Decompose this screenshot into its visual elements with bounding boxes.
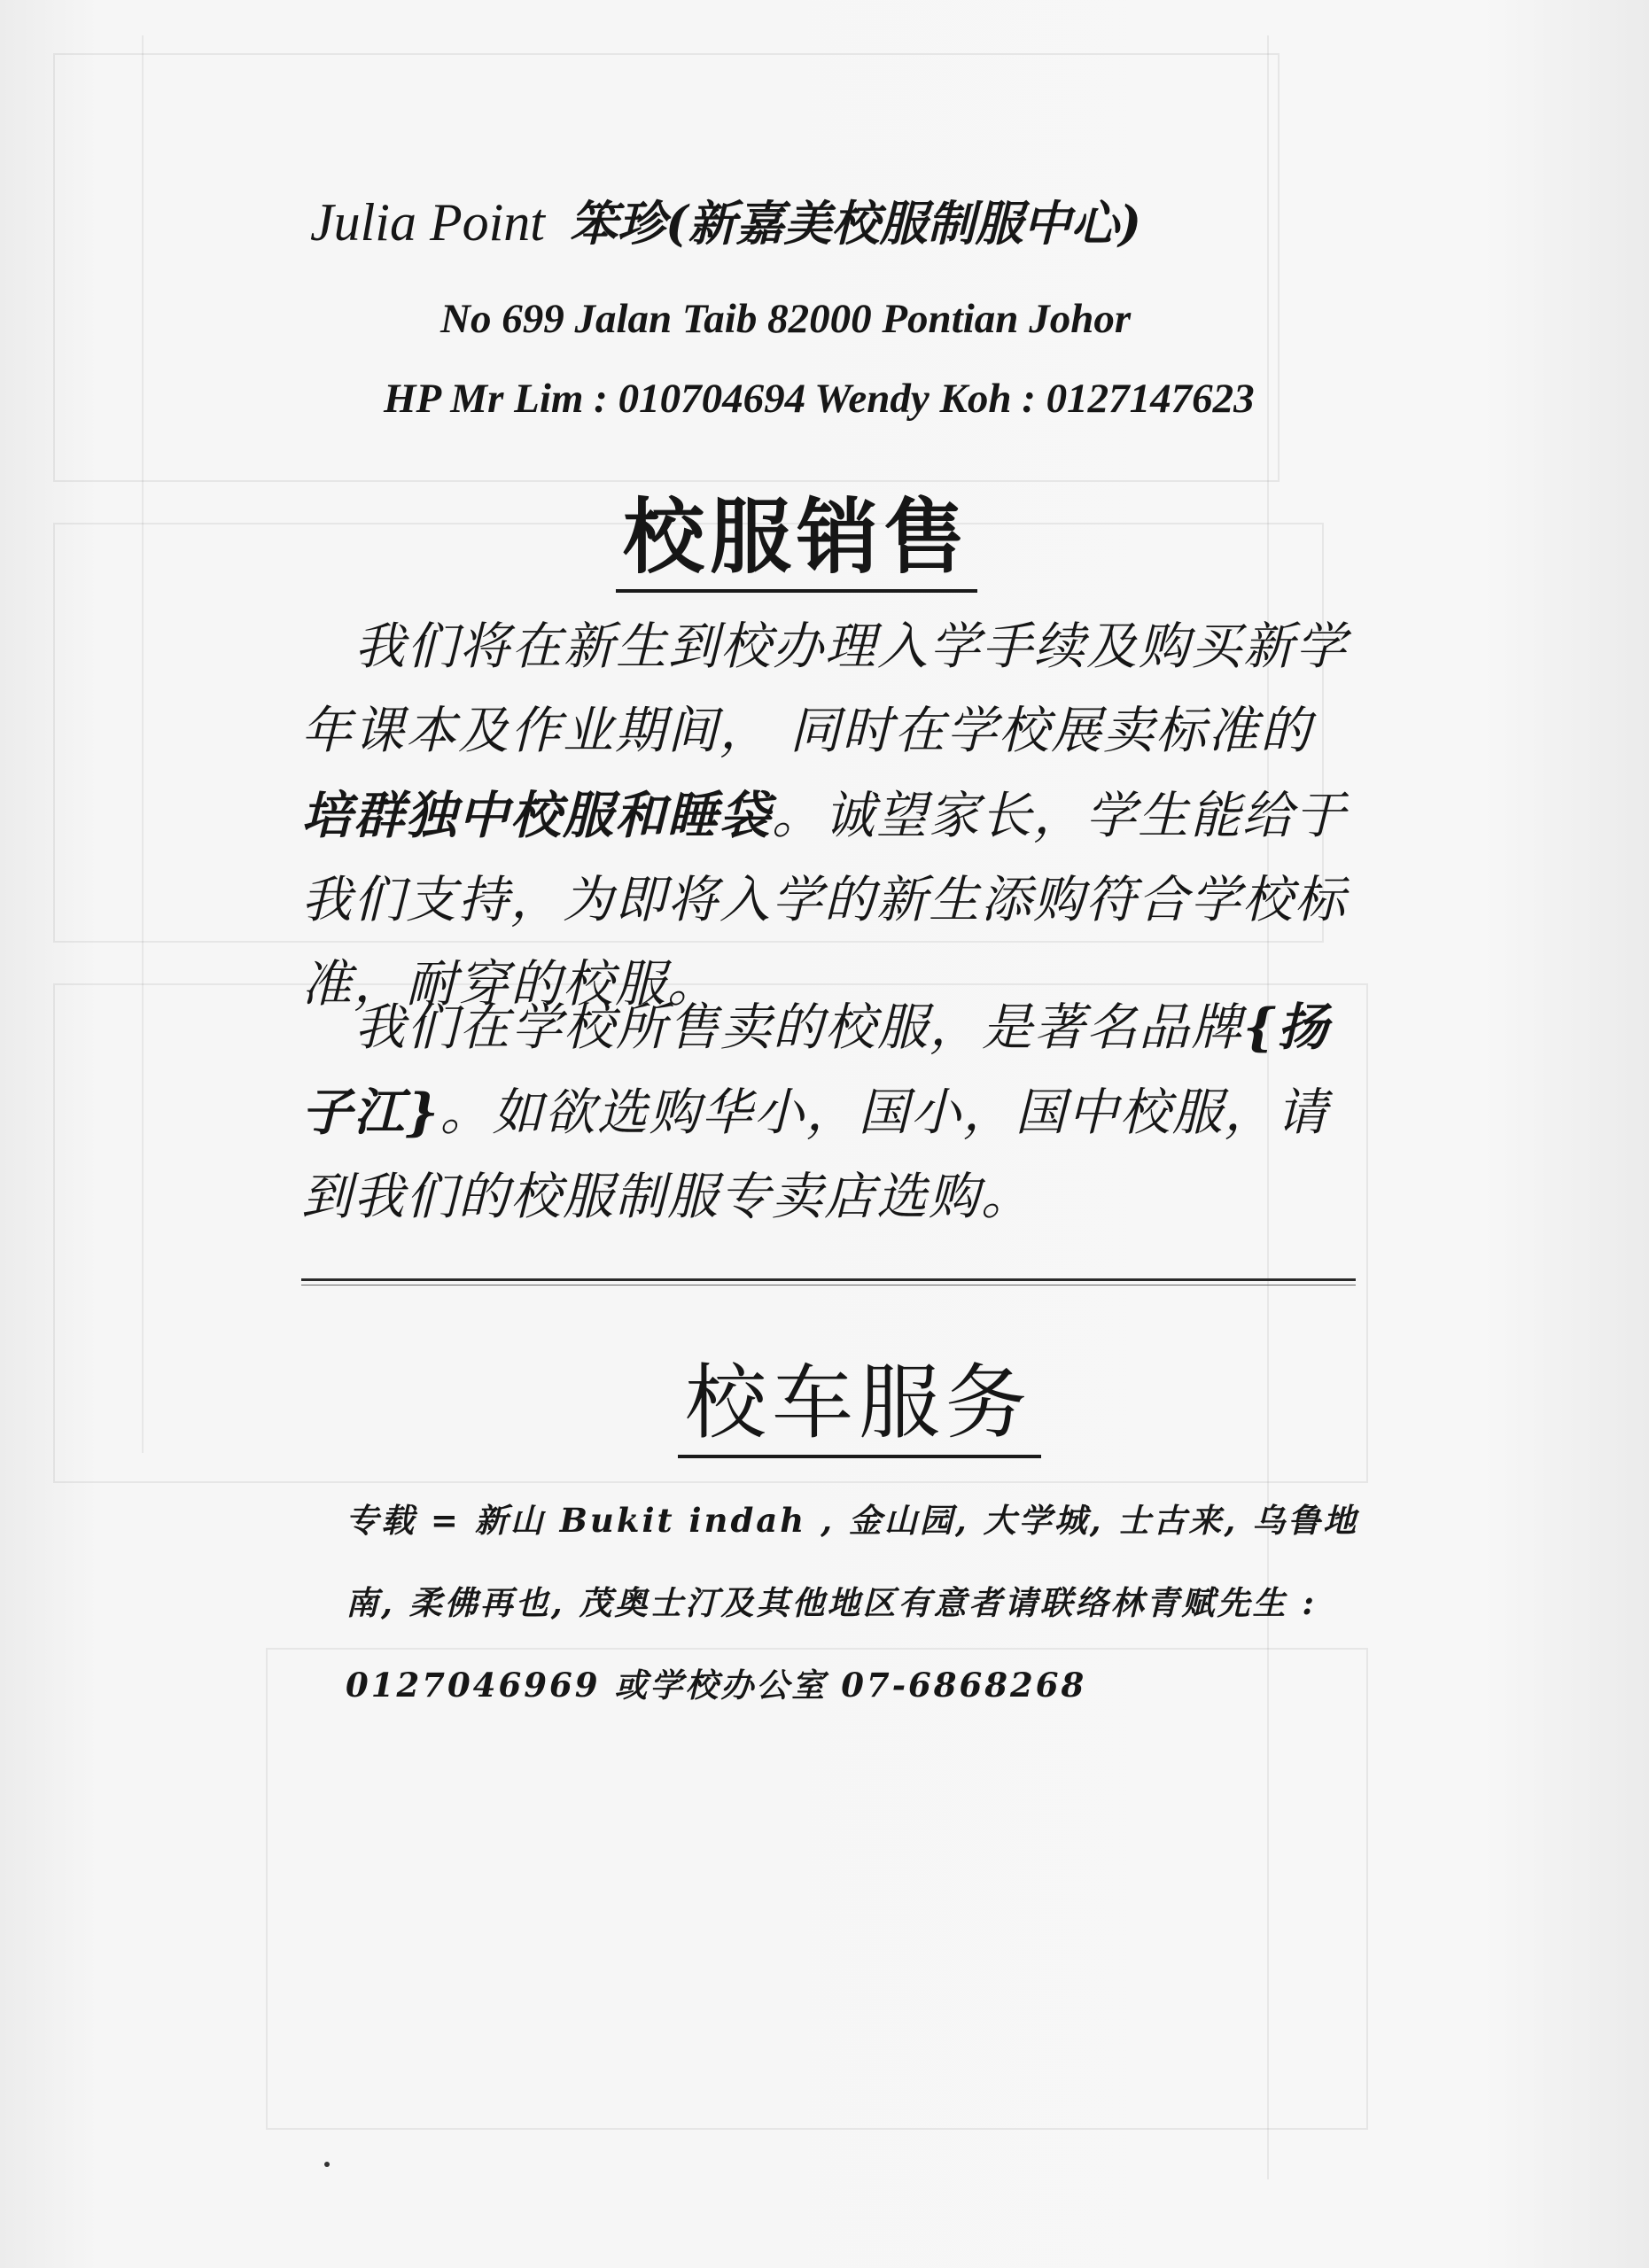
uniform-para1-text-a: 我们将在新生到校办理入学手续及购买新学年课本及作业期间， 同时在学校展卖标准的 bbox=[301, 617, 1348, 760]
brand-name: Julia Point bbox=[310, 193, 545, 252]
shop-address: No 699 Jalan Taib 82000 Pontian Johor bbox=[440, 296, 1132, 342]
school-bus-details: 专载 = 新山 Bukit indah , 金山园, 大学城, 士古来, 乌鲁地南, 柔佛再也, 茂奥士汀及其他地区有意者请联络林青赋先生 : 0127046969 或学校办公室 07-6868268 bbox=[346, 1501, 1359, 1705]
brand-highlight: {扬子江} bbox=[301, 998, 1330, 1142]
phone-wendy-koh: Wendy Koh : 0127147623 bbox=[814, 376, 1255, 422]
speck bbox=[324, 2162, 330, 2167]
uniform-para2-text-b: 。如欲选购华小，国小，国中校服，请到我们的校服制服专卖店选购。 bbox=[301, 1084, 1329, 1226]
school-bus-title: 校车服务 bbox=[678, 1338, 1041, 1458]
uniform-para1-highlight: 培群独中校服和睡袋 bbox=[301, 786, 772, 845]
shop-name: 笨珍(新嘉美校服制服中心) bbox=[569, 195, 1142, 252]
contact-phones bbox=[384, 375, 1255, 423]
section-divider bbox=[301, 1278, 1356, 1281]
shop-header bbox=[310, 186, 1356, 254]
uniform-paragraph-2 bbox=[301, 985, 1365, 1239]
uniform-para2-text-a: 我们在学校所售卖的校服，是著名品牌 bbox=[354, 998, 1243, 1057]
bleed-through-line bbox=[142, 35, 144, 1453]
uniform-para1-text-b: 。诚望家长，学生能给于我们支持，为即将入学的新生添购符合学校标准，耐穿的校服。 bbox=[301, 787, 1347, 1014]
uniform-paragraph-1 bbox=[301, 605, 1365, 1027]
phone-mr-lim: HP Mr Lim : 010704694 bbox=[384, 376, 806, 422]
uniform-sales-title: 校服销售 bbox=[616, 472, 977, 593]
